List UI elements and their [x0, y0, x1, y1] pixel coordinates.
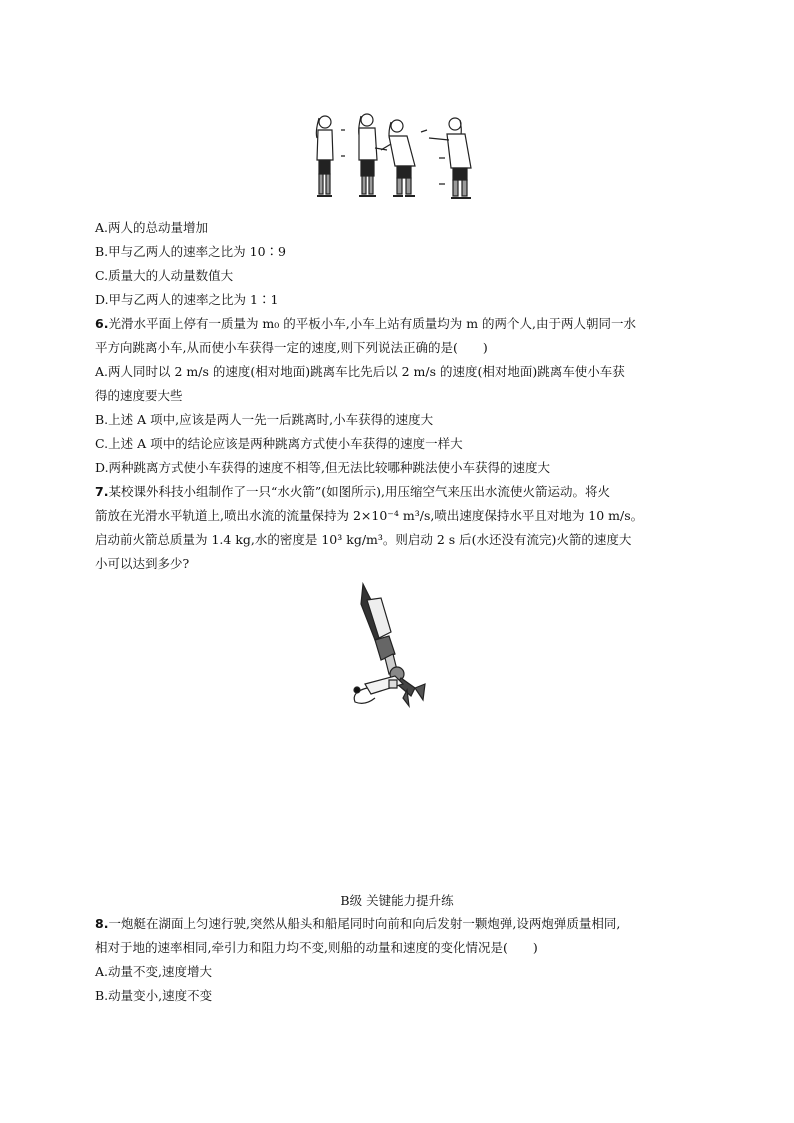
q6-option-d: D.两种跳离方式使小车获得的速度不相等,但无法比较哪种跳法使小车获得的速度大 — [95, 460, 551, 475]
q8-option-b: B.动量变小,速度不变 — [95, 988, 213, 1003]
q5-option-b: B.甲与乙两人的速率之比为 10∶9 — [95, 244, 286, 259]
q5-option-a: A.两人的总动量增加 — [95, 220, 209, 235]
q7-number: 7. — [95, 484, 109, 499]
section-title: B级 关键能力提升练 — [340, 893, 454, 908]
q8-stem-line-1: 8.一炮艇在湖面上匀速行驶,突然从船头和船尾同时向前和向后发射一颗炮弹,设两炮弹质量相同, — [95, 916, 621, 931]
q8-option-a: A.动量不变,速度增大 — [95, 964, 212, 979]
q7-stem-line-1: 7.某校课外科技小组制作了一只“水火箭”(如图所示),用压缩空气来压出水流使火箭运动。将火 — [95, 484, 610, 499]
q5-option-d: D.甲与乙两人的速率之比为 1∶1 — [95, 292, 279, 307]
q6-option-a-cont: 得的速度要大些 — [95, 388, 183, 403]
q6-stem-line-1: 6.光滑水平面上停有一质量为 m₀ 的平板小车,小车上站有质量均为 m 的两个人,由于两人朝同一水 — [95, 316, 637, 331]
q6-option-a: A.两人同时以 2 m/s 的速度(相对地面)跳离车比先后以 2 m/s 的速度(相对地面)跳离车使小车获 — [95, 364, 625, 379]
q6-option-b: B.上述 A 项中,应该是两人一先一后跳离时,小车获得的速度大 — [95, 412, 434, 427]
q6-option-c: C.上述 A 项中的结论应该是两种跳离方式使小车获得的速度一样大 — [95, 436, 463, 451]
q6-number: 6. — [95, 316, 109, 331]
q7-stem-line-3: 启动前火箭总质量为 1.4 kg,水的密度是 10³ kg/m³。则启动 2 s 后(水还没有流完)火箭的速度大 — [95, 532, 632, 547]
q6-stem-line-2: 平方向跳离小车,从而使小车获得一定的速度,则下列说法正确的是( ) — [95, 340, 488, 355]
q7-stem-line-4: 小可以达到多少? — [95, 556, 190, 571]
water-rocket-figure — [345, 580, 445, 720]
q8-number: 8. — [95, 916, 109, 931]
skaters-figure — [305, 108, 485, 208]
q7-stem-line-2: 箭放在光滑水平轨道上,喷出水流的流量保持为 2×10⁻⁴ m³/s,喷出速度保持水平且对地为 10 m/s。 — [95, 508, 644, 523]
q8-stem-line-2: 相对于地的速率相同,牵引力和阻力均不变,则船的动量和速度的变化情况是( ) — [95, 940, 538, 955]
q5-option-c: C.质量大的人动量数值大 — [95, 268, 234, 283]
